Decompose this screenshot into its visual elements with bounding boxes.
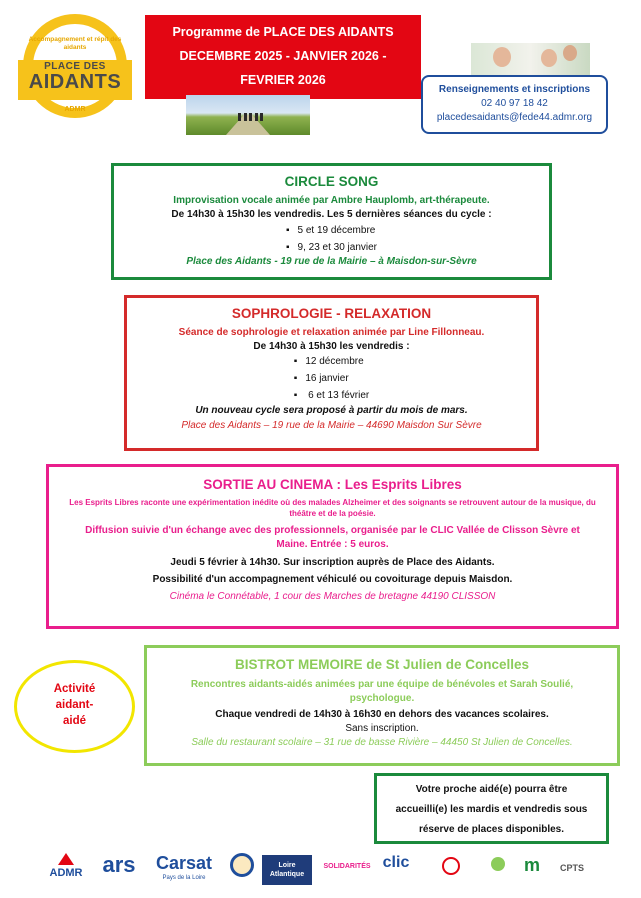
activity-aidant-aide-badge	[14, 660, 135, 753]
sophrologie-title: SOPHROLOGIE - RELAXATION	[231, 306, 432, 321]
contact-phone[interactable]: 02 40 97 18 42	[481, 98, 548, 109]
carsat-logo	[144, 851, 224, 891]
proche-line1: Votre proche aidé(e) pourra être	[415, 784, 568, 795]
solidarites-logo-text: SOLIDARITÉS	[323, 863, 371, 870]
partner-logos	[40, 851, 625, 891]
date-item: ▪ 6 et 13 février	[294, 387, 369, 404]
header-line1: Programme de PLACE DES AIDANTS	[172, 25, 394, 39]
solidarites-logo	[322, 851, 372, 891]
walking-group-photo	[186, 95, 310, 135]
logo-tagline: Accompagnement et répit des aidants	[28, 36, 122, 51]
clic-logo-text: clic	[382, 854, 410, 871]
sophrologie-note: Un nouveau cycle sera proposé à partir du mois de mars.	[195, 405, 468, 416]
badge-line1: Activité	[53, 683, 96, 695]
sophrologie-subtitle: Séance de sophrologie et relaxation animée par Line Fillonneau.	[178, 327, 485, 338]
circle-song-box	[111, 163, 552, 280]
circle-song-title: CIRCLE SONG	[284, 174, 379, 189]
contact-box	[421, 75, 608, 134]
photo-person	[255, 113, 258, 121]
m-logo-text: m	[523, 855, 540, 875]
date-item: ▪ 5 et 19 décembre	[286, 222, 377, 239]
photo-person	[244, 113, 247, 121]
programme-header	[145, 15, 421, 99]
date-item: ▪ 12 décembre	[294, 353, 369, 370]
circle-song-schedule: De 14h30 à 15h30 les vendredis. Les 5 dernières séances du cycle :	[171, 209, 492, 220]
sophrologie-dates	[294, 353, 369, 404]
place-des-aidants-logo	[18, 14, 132, 118]
cpts-small-logo	[486, 851, 510, 891]
partner-swirl-logo	[426, 851, 476, 891]
loire-atlantique-logo	[262, 851, 312, 891]
header-line3: FEVRIER 2026	[240, 73, 326, 87]
sophrologie-location: Place des Aidants – 19 rue de la Mairie – 44690 Maisdon Sur Sèvre	[181, 420, 482, 431]
cpts-logo	[550, 851, 594, 891]
circle-song-subtitle: Improvisation vocale animée par Ambre Hauplomb, art-thérapeute.	[173, 195, 490, 206]
date-item: ▪ 16 janvier	[294, 370, 369, 387]
cinema-title: SORTIE AU CINEMA : Les Esprits Libres	[203, 477, 462, 492]
bistrot-memoire-box	[144, 645, 620, 766]
cinema-transport: Possibilité d'un accompagnement véhiculé ou covoiturage depuis Maisdon.	[152, 574, 513, 585]
ars-logo-text: ars	[102, 852, 136, 877]
logo-title-line2: AIDANTS	[28, 71, 122, 93]
emblem-mark	[230, 853, 254, 877]
photo-face	[563, 45, 577, 61]
contact-title: Renseignements et inscriptions	[438, 84, 591, 95]
bistrot-subtitle: Rencontres aidants-aidés animées par une équipe de bénévoles et Sarah Soulié, psychologue.	[190, 679, 574, 704]
cinema-diffusion: Diffusion suivie d'un échange avec des professionnels, organisée par le CLIC Vallée de Clisson Sèvre et Maine. Entrée : 5 euros.	[85, 525, 580, 550]
circle-song-location: Place des Aidants - 19 rue de la Mairie – à Maisdon-sur-Sèvre	[186, 256, 477, 267]
photo-person	[238, 113, 241, 121]
date-item: ▪ 9, 23 et 30 janvier	[286, 239, 377, 256]
proche-line3: réserve de places disponibles.	[418, 824, 565, 835]
logo-title-line1: PLACE DES	[44, 61, 106, 72]
header-line2: DECEMBRE 2025 - JANVIER 2026 -	[179, 49, 387, 63]
swirl-mark	[442, 857, 460, 875]
proche-line2: accueilli(e) les mardis et vendredis sous	[395, 804, 588, 815]
proche-aide-box	[374, 773, 609, 844]
contact-email[interactable]: placedesaidants@fede44.admr.org	[436, 112, 593, 123]
photo-person	[249, 113, 252, 121]
admr-logo-text: ADMR	[49, 867, 83, 879]
bistrot-schedule: Chaque vendredi de 14h30 à 16h30 en dehors des vacances scolaires.	[215, 709, 549, 720]
photo-face	[493, 47, 511, 67]
bistrot-title: BISTROT MEMOIRE de St Julien de Concelles	[234, 657, 530, 672]
cinema-box	[46, 464, 619, 629]
m-logo	[520, 851, 544, 891]
sophrologie-schedule: De 14h30 à 15h30 les vendredis :	[253, 341, 410, 352]
logo-brand: ADMR	[64, 106, 86, 113]
clic-logo	[376, 851, 416, 891]
photo-path	[226, 115, 270, 135]
admr-logo-mark	[58, 853, 74, 865]
cpts-small-mark	[491, 857, 505, 871]
badge-line2: aidant-	[55, 699, 94, 711]
cinema-description: Les Esprits Libres raconte une expérimentation inédite où des malades Alzheimer et des soignants se retrouvent autour de la musique, du théâtre et de la poésie.	[69, 498, 596, 518]
cinema-location: Cinéma le Connétable, 1 cour des Marches de bretagne 44190 CLISSON	[169, 591, 496, 602]
loire-logo-text: Loire Atlantique	[262, 855, 312, 885]
admr-logo	[40, 851, 92, 891]
circle-song-dates	[286, 222, 377, 256]
carsat-logo-text: Carsat	[155, 853, 213, 873]
seniors-photo	[471, 43, 590, 79]
photo-person	[260, 113, 263, 121]
cpts-logo-text: CPTS	[559, 863, 584, 873]
ars-logo	[98, 851, 140, 891]
bistrot-registration: Sans inscription.	[345, 723, 419, 734]
carsat-logo-sub: Pays de la Loire	[162, 875, 206, 881]
sophrologie-box	[124, 295, 539, 451]
photo-face	[541, 49, 557, 67]
cinema-date: Jeudi 5 février à 14h30. Sur inscription auprès de Place des Aidants.	[170, 557, 495, 568]
round-emblem-logo	[228, 851, 256, 891]
bistrot-location: Salle du restaurant scolaire – 31 rue de basse Rivière – 44450 St Julien de Concelles.	[191, 737, 573, 748]
badge-line3: aidé	[62, 715, 86, 727]
